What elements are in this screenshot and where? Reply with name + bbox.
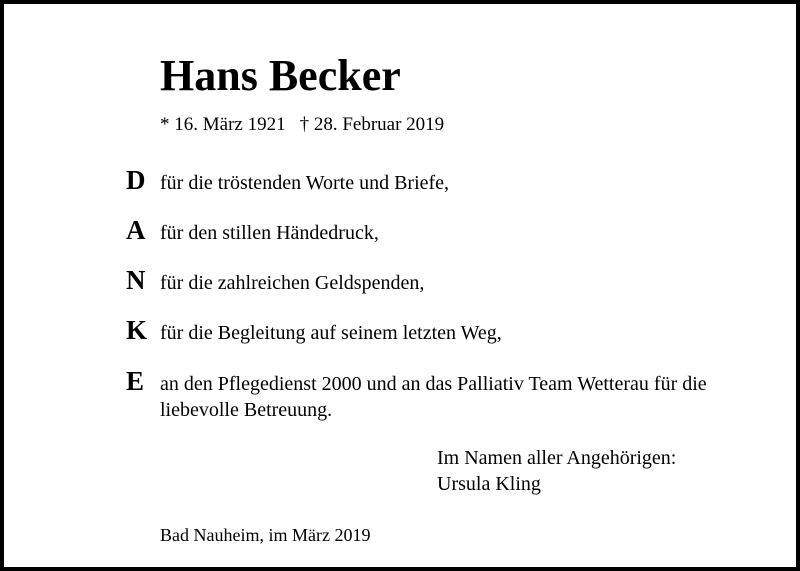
signature-intro: Im Namen aller Angehörigen:: [437, 447, 677, 469]
death-date: † 28. Februar 2019: [299, 114, 445, 135]
life-dates: [160, 114, 444, 136]
thanks-text: für die zahlreichen Geldspenden,: [160, 272, 425, 294]
thanks-text: für den stillen Händedruck,: [160, 222, 379, 244]
acrostic-letter: N: [126, 265, 146, 295]
signature-name: Ursula Kling: [437, 473, 541, 495]
thanks-text: für die Begleitung auf seinem letzten Weg,: [160, 322, 502, 344]
acrostic-letter: A: [126, 215, 146, 245]
acrostic-letter: E: [126, 366, 145, 396]
signature-block: [437, 445, 676, 497]
acrostic-letter: D: [126, 165, 146, 195]
acrostic-letter: K: [126, 315, 148, 345]
thanks-text: für die tröstenden Worte und Briefe,: [160, 172, 450, 194]
deceased-name: Hans Becker: [160, 51, 401, 100]
birth-date: * 16. März 1921: [160, 114, 286, 135]
thanks-text: an den Pflegedienst 2000 und an das Palliativ Team Wetterau für die liebevolle Betreuung.: [160, 373, 707, 421]
place-and-date: Bad Nauheim, im März 2019: [160, 525, 371, 545]
